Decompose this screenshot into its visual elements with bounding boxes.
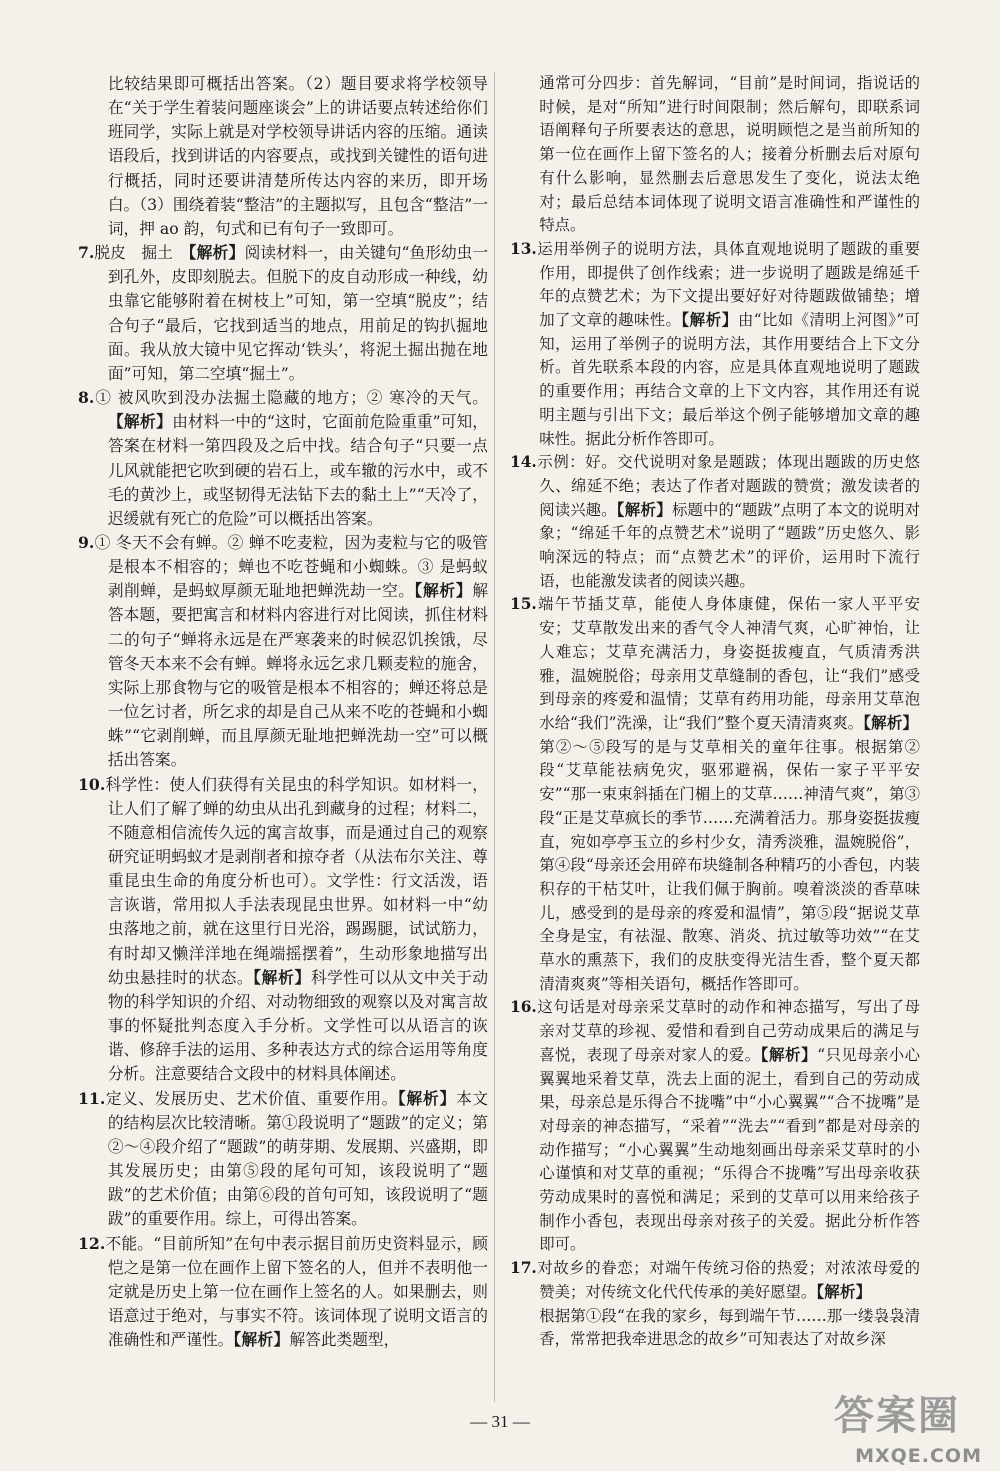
item-analysis: 解答本题，要把寓言和材料内容进行对比阅读，抓住材料二的句子“蝉将永远是在严寒袭来的时候忍饥挨饿，尽管冬天本来不会有蝉。蝉将永远乞求几颗麦粒的施舍，实际上那食物与它的吸管是根本不相容的；蝉还将总是一位乞讨者，所乞求的却是自己从来不吃的苍蝇和小蜘蛛”“它剥削蝉，而且厚颜无耻地把蝉洗劫一空”可以概括出答案。 <box>107 581 489 770</box>
answer-item-15 <box>510 593 920 735</box>
answer-item-9 <box>78 531 488 773</box>
analysis-tag: 【解析】 <box>760 1045 818 1064</box>
answer-item-11 <box>78 1087 488 1232</box>
intro-paragraph: 比较结果即可概括出答案。（2）题目要求将学校领导在“关于学生着装问题座谈会”上的讲话要点转述给你们班同学，实际上就是对学校领导讲话内容的压缩。通读语段后，找到讲话的内容要点，或找到关键性的语句进行概括，同时还要讲清楚所传达内容的来历，即开场白。（3）围绕着装“整洁”的主题拟写，且包含“整洁”一词，押 ao 韵，句式和已有句子一致即可。 <box>107 74 488 238</box>
item-number: 17. <box>510 1259 537 1278</box>
item-analysis: “只见母亲小心翼翼地采着艾草，洗去上面的泥土，看到自己的劳动成果，母亲总是乐得合不拢嘴”中“小心翼翼”“合不拢嘴”是对母亲的神态描写，“采着”“洗去”“看到”都是对母亲的动作描写；“小心翼翼”生动地刻画出母亲采艾草时的小心谨慎和对艾草的重视；“乐得合不拢嘴”写出母亲收获劳动成果时的喜悦和满足；采到的艾草可以用来给孩子制作小香包，表现出母亲对孩子的关爱。据此分析作答即可。 <box>539 1045 920 1254</box>
column-divider <box>494 72 495 1402</box>
item-analysis: 由“比如《清明上河图》”可知，运用了举例子的说明方法，其作用要结合上下文分析。首先联系本段的内容，应是具体直观地说明了题跋的重要作用；再结合文章的上下文内容，其作用还有说明主题与引出下文；最后举这个例子能够增加文章的趣味性。据此分析作答即可。 <box>539 311 920 448</box>
item-analysis: 由材料一中的“这时，它面前危险重重”可知，答案在材料一第四段及之后中找。结合句子“只要一点儿风就能把它吹到硬的岩石上，或车辙的污水中，或不毛的黄沙上，或坚韧得无法钻下去的黏土上”“天冷了，迟缓就有死亡的危险”可以概括出答案。 <box>107 412 488 528</box>
item-number: 10. <box>78 774 106 794</box>
item-answer: 运用举例子的说明方法，具体直观地说明了题跋的重要作用，即提供了创作线索；进一步说明了题跋是绵延千年的点赞艺术；为下文提出要好好对待题跋做铺垫；增加了文章的趣味性。 <box>536 239 920 330</box>
item-17-analysis: 根据第①段“在我的家乡，每到端午节……那一缕袅袅清香，常常把我牵进思念的故乡”可知表达了对故乡深 <box>539 1306 920 1349</box>
item-15-analysis: 第②～⑤段写的是与艾草相关的童年往事。根据第②段“艾草能祛病免灾，驱邪避祸，保佑一家子平平安安”“那一束束斜插在门楣上的艾草……神清气爽”，第③段“正是艾草疯长的季节……充满着活力。那身姿挺拔瘦直，宛如亭亭玉立的乡村少女，清秀淡雅，温婉脱俗”，第④段“母亲还会用碎布块缝制各种精巧的小香包，内装积存的干枯艾叶，让我们佩于胸前。嗅着淡淡的香草味儿，感受到的是母亲的疼爱和温情”，第⑤段“据说艾草全身是宝，有祛湿、散寒、消炎、抗过敏等功效”“在艾草水的熏蒸下，我们的皮肤变得光洁生香，整个夏天都清清爽爽”等相关语句，概括作答即可。 <box>539 737 920 993</box>
watermark-logo: 答案圈 <box>834 1393 960 1439</box>
answer-item-7 <box>78 241 488 386</box>
analysis-tag: 【解析】 <box>253 967 311 987</box>
item-analysis: 本文的结构层次比较清晰。第①段说明了“题跋”的定义；第②～④段介绍了“题跋”的萌芽期、发展期、兴盛期，即其发展历史；由第⑤段的尾句可知，该段说明了“题跋”的艺术价值；由第⑥段的首句可知，该段说明了“题跋”的重要作用。综上，可得出答案。 <box>107 1088 489 1229</box>
analysis-tag: 【解析】 <box>233 1330 290 1350</box>
answer-item-16 <box>510 996 920 1257</box>
analysis-tag: 【解析】 <box>414 581 473 601</box>
analysis-tag: 【解析】 <box>107 412 173 432</box>
analysis-tag: 【解析】 <box>816 1282 872 1301</box>
item-number: 13. <box>510 239 537 258</box>
item-answer: 这句话是对母亲采艾草时的动作和神态描写，写出了母亲对艾草的珍视、爱惜和看到自己劳动成果后的满足与喜悦，表现了母亲对家人的爱。 <box>536 998 920 1064</box>
item-analysis: 标题中的“题跋”点明了本文的说明对象；“绵延千年的点赞艺术”说明了“题跋”历史悠久、影响深远的特点；而“点赞艺术”的评价，运用时下流行语，也能激发读者的阅读兴趣。 <box>539 500 920 590</box>
item-number: 15. <box>510 595 537 614</box>
answer-item-13 <box>510 238 920 451</box>
item-answer: 端午节插艾草，能使人身体康健，保佑一家人平平安安；艾草散发出来的香气令人神清气爽，心旷神怡，让人难忘；艾草充满活力，身姿挺拔瘦直，气质清秀洪雅，温婉脱俗；母亲用艾草缝制的香包，让“我们”感受到母亲的疼爱和温情；艾草有药用功能，母亲用艾草泡水给“我们”洗澡，让“我们”整个夏天清清爽爽。 <box>536 595 920 732</box>
item-answer: 定义、发展历史、艺术价值、重要作用。 <box>105 1088 398 1108</box>
analysis-tag: 【解析】 <box>863 713 919 732</box>
analysis-tag: 【解析】 <box>188 243 245 263</box>
item-number: 11. <box>78 1088 106 1108</box>
answer-item-14 <box>510 451 920 593</box>
item-number: 9. <box>78 532 95 552</box>
item-number: 12. <box>78 1233 106 1253</box>
watermark-url: MXQE.COM <box>855 1445 982 1467</box>
item-12-continuation: 通常可分四步：首先解词，“目前”是时间词，指说话的时候，是对“所知”进行时间限制；然后解句，即联系词语阐释句子所要表达的意思，说明顾恺之是当前所知的第一位在画作上留下签名的人；接着分析删去后对原句有什么影响，显然删去后意思发生了变化，说法太绝对；最后总结本词体现了说明文语言准确性和严谨性的特点。 <box>539 74 920 235</box>
right-column <box>510 72 920 1352</box>
item-analysis: 解答此类题型， <box>289 1330 400 1350</box>
item-answer: ① 冬天不会有蝉。② 蝉不吃麦粒，因为麦粒与它的吸管是根本不相容的；蝉也不吃苍蝇和小蜘蛛。③ 是蚂蚁剥削蝉，是蚂蚁厚颜无耻地把蝉洗劫一空。 <box>94 532 488 601</box>
analysis-tag: 【解析】 <box>616 500 673 519</box>
item-number: 8. <box>78 388 95 408</box>
item-answer: 对故乡的眷恋；对端午传统习俗的热爱；对浓浓母爱的赞美；对传统文化代代传承的美好愿望。 <box>536 1259 920 1301</box>
answer-item-12 <box>78 1232 488 1353</box>
item-answer: ① 被风吹到没办法掘土隐藏的地方；② 寒冷的天气。 <box>94 388 488 408</box>
item-number: 14. <box>510 453 537 472</box>
page-number: — 31 — <box>470 1412 530 1431</box>
answer-item-8 <box>78 386 488 531</box>
item-analysis: 阅读材料一，由关键句“鱼形幼虫一到孔外，皮即刻脱去。但脱下的皮自动形成一种线，幼虫靠它能够附着在树枝上”可知，第一空填“脱皮”；结合句子“最后，它找到适当的地点，用前足的钩扒掘地面。我从放大镜中见它挥动‘铁头’，将泥土掘出抛在地面”可知，第二空填“掘土”。 <box>107 243 489 383</box>
scan-mark <box>520 8 560 20</box>
item-answer: 示例：好。交代说明对象是题跋；体现出题跋的历史悠久、绵延不绝；表达了作者对题跋的赞赏；激发读者的阅读兴趣。 <box>536 453 920 519</box>
item-answer: 不能。“目前所知”在句中表示据目前历史资料显示，顾恺之是第一位在画作上留下签名的人，但并不表明他一定就是历史上第一位在画作上签名的人。如果删去，则语意过于绝对，与事实不符。该词体现了说明文语言的准确性和严谨性。 <box>105 1233 488 1350</box>
answer-item-17 <box>510 1257 920 1304</box>
analysis-tag: 【解析】 <box>681 311 738 330</box>
left-column <box>78 72 488 1352</box>
answer-item-10 <box>78 773 488 1087</box>
item-answer: 脱皮 掘土 <box>94 243 189 263</box>
item-analysis: 科学性可以从文中关于动物的科学知识的介绍、对动物细致的观察以及对寓言故事的怀疑批判态度入手分析。文学性可以从语言的诙谐、修辞手法的运用、多种表达方式的综合运用等角度分析。注意要结合文段中的材料具体阐述。 <box>107 967 489 1084</box>
analysis-tag: 【解析】 <box>397 1088 457 1108</box>
item-number: 7. <box>78 243 95 263</box>
item-number: 16. <box>510 998 537 1017</box>
item-answer: 科学性：使人们获得有关昆虫的科学知识。如材料一，让人们了解了蝉的幼虫从出孔到藏身的过程；材料二，不随意相信流传久远的寓言故事，而是通过自己的观察研究证明蚂蚁才是剥削者和掠夺者（从法布尔关注、尊重昆虫生命的角度分析也可）。文学性：行文活泼，语言诙谐，常用拟人手法表现昆虫世界。如材料一中“幼虫落地之前，就在这里行日光浴，踢踢腿，试试筋力，有时却又懒洋洋地在绳端摇摆着”，生动形象地描写出幼虫悬挂时的状态。 <box>105 774 488 987</box>
